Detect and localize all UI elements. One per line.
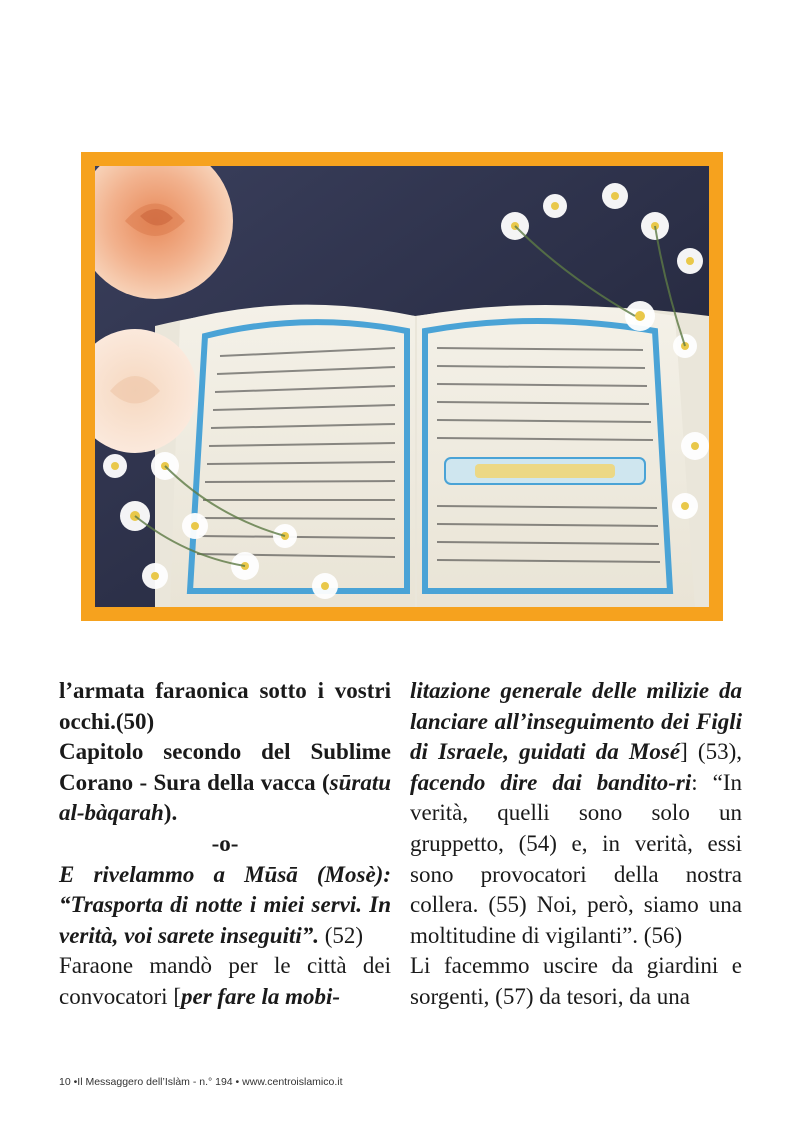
publication-name: •Il Messaggero dell’Islàm - n.° 194 • (73, 1076, 240, 1088)
verse-53-commentary: per fare la mobi- (180, 983, 341, 1009)
commentary-continued: litazione generale delle milizie da lanciare all’inseguimento dei Figli di Israele, guidati da Mosé (410, 678, 742, 765)
section-separator: -o- (211, 830, 239, 856)
page-number: 10 (59, 1076, 71, 1088)
left-column (59, 676, 391, 1013)
website-link[interactable]: www.centroislamico.it (242, 1076, 343, 1088)
quran-photo (95, 166, 709, 607)
photo-frame (81, 152, 723, 621)
paragraph-verse-53-start (59, 951, 391, 1012)
paragraph-verse-50: l’armata faraonica sotto i vostri occhi.(50) (59, 678, 391, 734)
paragraph-verse-53-56 (410, 676, 742, 951)
page-footer (59, 1076, 343, 1088)
open-quran-with-roses-photo (95, 166, 709, 607)
paragraph-chapter-title (59, 737, 391, 829)
verse-52-text: E rivelammo a Mūsā (Mosè): “Trasporta di notte i miei servi. In verità, voi sarete inseguiti”. (59, 861, 391, 948)
commentary-heralds: facendo dire dai bandito-ri (410, 769, 692, 795)
right-column (410, 676, 742, 1013)
paragraph-verse-52 (59, 860, 391, 952)
paragraph-verse-57: Li facemmo uscire da giardini e sorgenti, (57) da tesori, da una (410, 953, 742, 1009)
verse-53-text: Faraone mandò per le città dei convocatori [ (59, 953, 391, 1009)
verse-53-ref: ] (53), (680, 739, 742, 765)
chapter-title-text: Capitolo secondo del Sublime Corano - Sura della vacca ( (59, 739, 391, 795)
verses-54-56-text: : “In verità, quelli sono solo un gruppetto, (54) e, in verità, essi sono provocatori della nostra collera. (55) Noi, però, siamo una moltitudine di vigilanti”. (56) (410, 769, 742, 948)
verse-52-ref: (52) (324, 922, 364, 948)
chapter-title-end: ). (163, 800, 178, 826)
sura-name: sūratu al-bàqarah (59, 769, 391, 826)
